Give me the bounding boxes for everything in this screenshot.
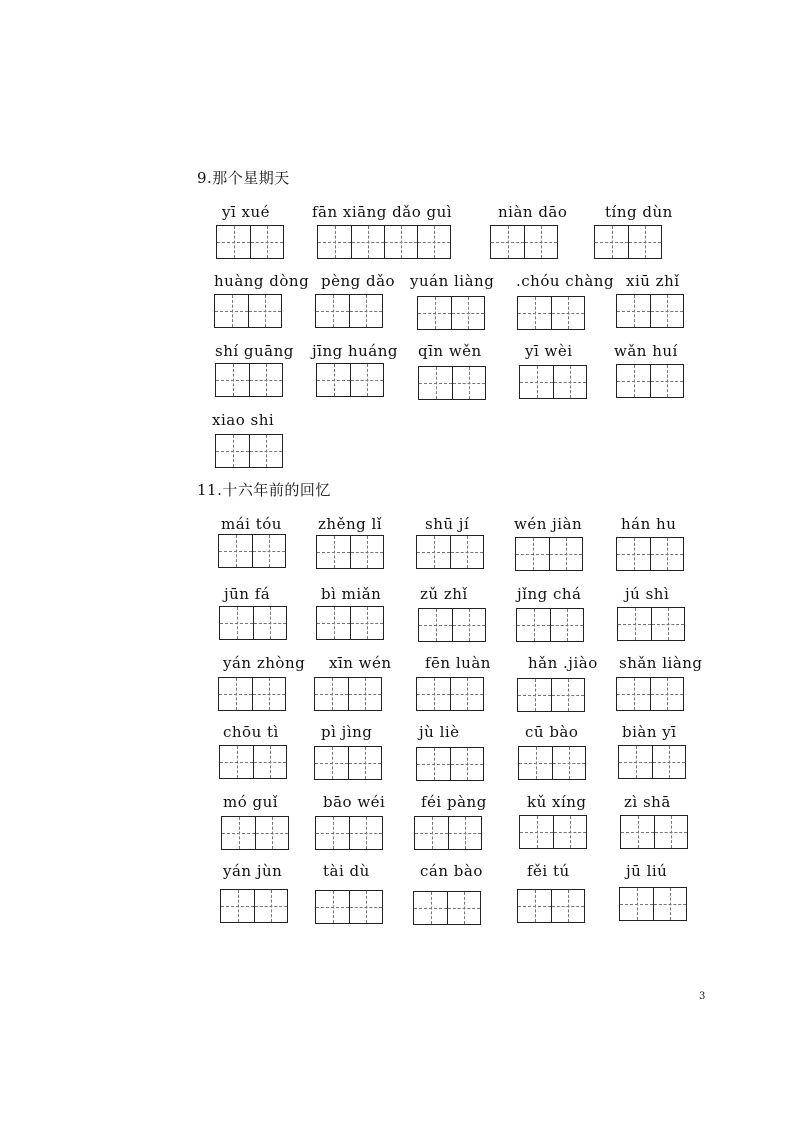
writing-box-pair[interactable]: [490, 225, 558, 259]
word-item: [624, 793, 671, 811]
word-item: [525, 723, 578, 741]
pinyin-label: jù liè: [419, 723, 460, 741]
writing-box-pair[interactable]: [216, 225, 284, 259]
writing-box-pair[interactable]: [314, 677, 382, 711]
pinyin-label: cū bào: [525, 723, 579, 741]
writing-box-pair[interactable]: [218, 677, 286, 711]
writing-box-pair[interactable]: [221, 816, 289, 850]
writing-box-pair[interactable]: [620, 815, 688, 849]
writing-box-pair[interactable]: [418, 608, 486, 642]
pinyin-label: bāo wéi: [323, 793, 386, 811]
pinyin-label: mó guǐ: [223, 793, 279, 811]
word-item: [420, 585, 468, 603]
pinyin-label: yán zhòng: [223, 654, 306, 672]
pinyin-label: shí guāng: [215, 342, 294, 360]
pinyin-label: jǐng chá: [517, 585, 582, 603]
pinyin-label: wǎn huí: [614, 342, 678, 360]
pinyin-label: yán jùn: [223, 862, 283, 880]
pinyin-label: kǔ xíng: [527, 793, 587, 811]
page-number: 3: [699, 991, 706, 1002]
writing-box-pair[interactable]: [416, 747, 484, 781]
word-item: [425, 654, 491, 672]
writing-box-pair[interactable]: [517, 678, 585, 712]
word-item: [525, 342, 573, 360]
pinyin-label: hán hu: [621, 515, 677, 533]
writing-box-pair[interactable]: [416, 535, 484, 569]
writing-box-pair[interactable]: [316, 535, 384, 569]
writing-box-pair[interactable]: [219, 606, 287, 640]
word-item: [221, 515, 282, 533]
pinyin-label: xīn wén: [329, 654, 392, 672]
word-item: [498, 203, 567, 221]
word-item: [418, 342, 482, 360]
word-item: [321, 723, 372, 741]
writing-box-pair[interactable]: [316, 363, 384, 397]
pinyin-label: .chóu chàng: [516, 272, 615, 290]
word-item: [625, 585, 669, 603]
word-item: [605, 203, 673, 221]
section-title: 9.那个星期天: [197, 169, 290, 187]
word-item: [419, 723, 460, 741]
pinyin-label: cán bào: [420, 862, 483, 880]
pinyin-label: xiao shi: [212, 411, 275, 429]
pinyin-label: tíng dùn: [605, 203, 673, 221]
word-item: [214, 272, 309, 290]
word-item: [223, 862, 282, 880]
writing-box-pair[interactable]: [616, 677, 684, 711]
word-item: [528, 654, 598, 672]
word-item: [517, 585, 581, 603]
writing-box-pair[interactable]: [314, 746, 382, 780]
word-item: [318, 515, 382, 533]
word-item: [626, 272, 680, 290]
pinyin-label: féi pàng: [421, 793, 487, 811]
writing-box-pair[interactable]: [517, 296, 585, 330]
writing-box-pair[interactable]: [594, 225, 662, 259]
pinyin-label: jūn fá: [224, 585, 271, 603]
pinyin-label: hǎn .jiào: [528, 654, 598, 672]
writing-box-pair[interactable]: [517, 889, 585, 923]
writing-box-pair[interactable]: [515, 537, 583, 571]
pinyin-label: fān xiāng dǎo guì: [312, 203, 453, 221]
pinyin-label: bì miǎn: [321, 585, 382, 603]
pinyin-label: shǎn liàng: [619, 654, 703, 672]
writing-box-pair[interactable]: [616, 364, 684, 398]
pinyin-label: shū jí: [425, 515, 470, 533]
word-item: [516, 272, 614, 290]
writing-box-pair[interactable]: [616, 294, 684, 328]
writing-box-pair[interactable]: [315, 816, 383, 850]
word-item: [212, 411, 274, 429]
word-item: [223, 654, 305, 672]
pinyin-label: zì shā: [624, 793, 671, 811]
pinyin-label: fěi tú: [527, 862, 570, 880]
word-item: [621, 515, 676, 533]
writing-box-pair[interactable]: [315, 890, 383, 924]
pinyin-label: wén jiàn: [514, 515, 583, 533]
pinyin-label: mái tóu: [221, 515, 282, 533]
word-item: [222, 203, 270, 221]
pinyin-label: yuán liàng: [410, 272, 495, 290]
writing-box-pair[interactable]: [416, 677, 484, 711]
pinyin-label: jū liú: [626, 862, 668, 880]
pinyin-label: pì jìng: [321, 723, 373, 741]
writing-box-pair[interactable]: [316, 606, 384, 640]
writing-box-pair[interactable]: [519, 365, 587, 399]
writing-box-pair[interactable]: [617, 607, 685, 641]
writing-box-pair[interactable]: [218, 534, 286, 568]
word-item: [312, 342, 398, 360]
writing-box-pair[interactable]: [619, 887, 687, 921]
word-item: [321, 272, 395, 290]
writing-box-pair[interactable]: [418, 366, 486, 400]
writing-box-pair[interactable]: [215, 363, 283, 397]
pinyin-label: yī wèi: [525, 342, 573, 360]
pinyin-label: zhěng lǐ: [318, 515, 383, 533]
writing-box-pair[interactable]: [516, 608, 584, 642]
word-item: [614, 342, 678, 360]
word-item: [224, 585, 270, 603]
writing-box-pair[interactable]: [219, 745, 287, 779]
writing-box-quad[interactable]: [317, 225, 451, 259]
word-item: [527, 793, 587, 811]
word-item: [223, 793, 278, 811]
word-item: [323, 862, 370, 880]
word-item: [215, 342, 294, 360]
pinyin-label: niàn dāo: [498, 203, 568, 221]
pinyin-label: yī xué: [222, 203, 271, 221]
writing-box-pair[interactable]: [616, 537, 684, 571]
word-item: [425, 515, 469, 533]
word-item: [421, 793, 487, 811]
pinyin-label: qīn wěn: [418, 342, 482, 360]
writing-box-pair[interactable]: [417, 296, 485, 330]
pinyin-label: zǔ zhǐ: [420, 585, 468, 603]
word-item: [626, 862, 667, 880]
word-item: [619, 654, 703, 672]
word-item: [622, 723, 677, 741]
pinyin-label: biàn yī: [622, 723, 677, 741]
word-item: [321, 585, 381, 603]
word-item: [410, 272, 494, 290]
writing-box-pair[interactable]: [215, 434, 283, 468]
pinyin-label: pèng dǎo: [321, 272, 396, 290]
pinyin-label: tài dù: [323, 862, 370, 880]
pinyin-label: jīng huáng: [312, 342, 399, 360]
word-item: [223, 723, 279, 741]
writing-box-pair[interactable]: [519, 815, 587, 849]
word-item: [420, 862, 483, 880]
writing-box-pair[interactable]: [414, 816, 482, 850]
pinyin-label: huàng dòng: [214, 272, 310, 290]
writing-box-pair[interactable]: [214, 294, 282, 328]
writing-box-pair[interactable]: [518, 746, 586, 780]
word-item: [527, 862, 570, 880]
word-item: [312, 203, 452, 221]
writing-box-pair[interactable]: [220, 889, 288, 923]
writing-box-pair[interactable]: [315, 294, 383, 328]
word-item: [329, 654, 392, 672]
word-item: [323, 793, 385, 811]
word-item: [514, 515, 582, 533]
pinyin-label: fēn luàn: [425, 654, 491, 672]
writing-box-pair[interactable]: [618, 745, 686, 779]
pinyin-label: jú shì: [625, 585, 670, 603]
section-title: 11.十六年前的回忆: [197, 481, 331, 499]
pinyin-label: xiū zhǐ: [626, 272, 680, 290]
pinyin-label: chōu tì: [223, 723, 279, 741]
writing-box-pair[interactable]: [413, 891, 481, 925]
